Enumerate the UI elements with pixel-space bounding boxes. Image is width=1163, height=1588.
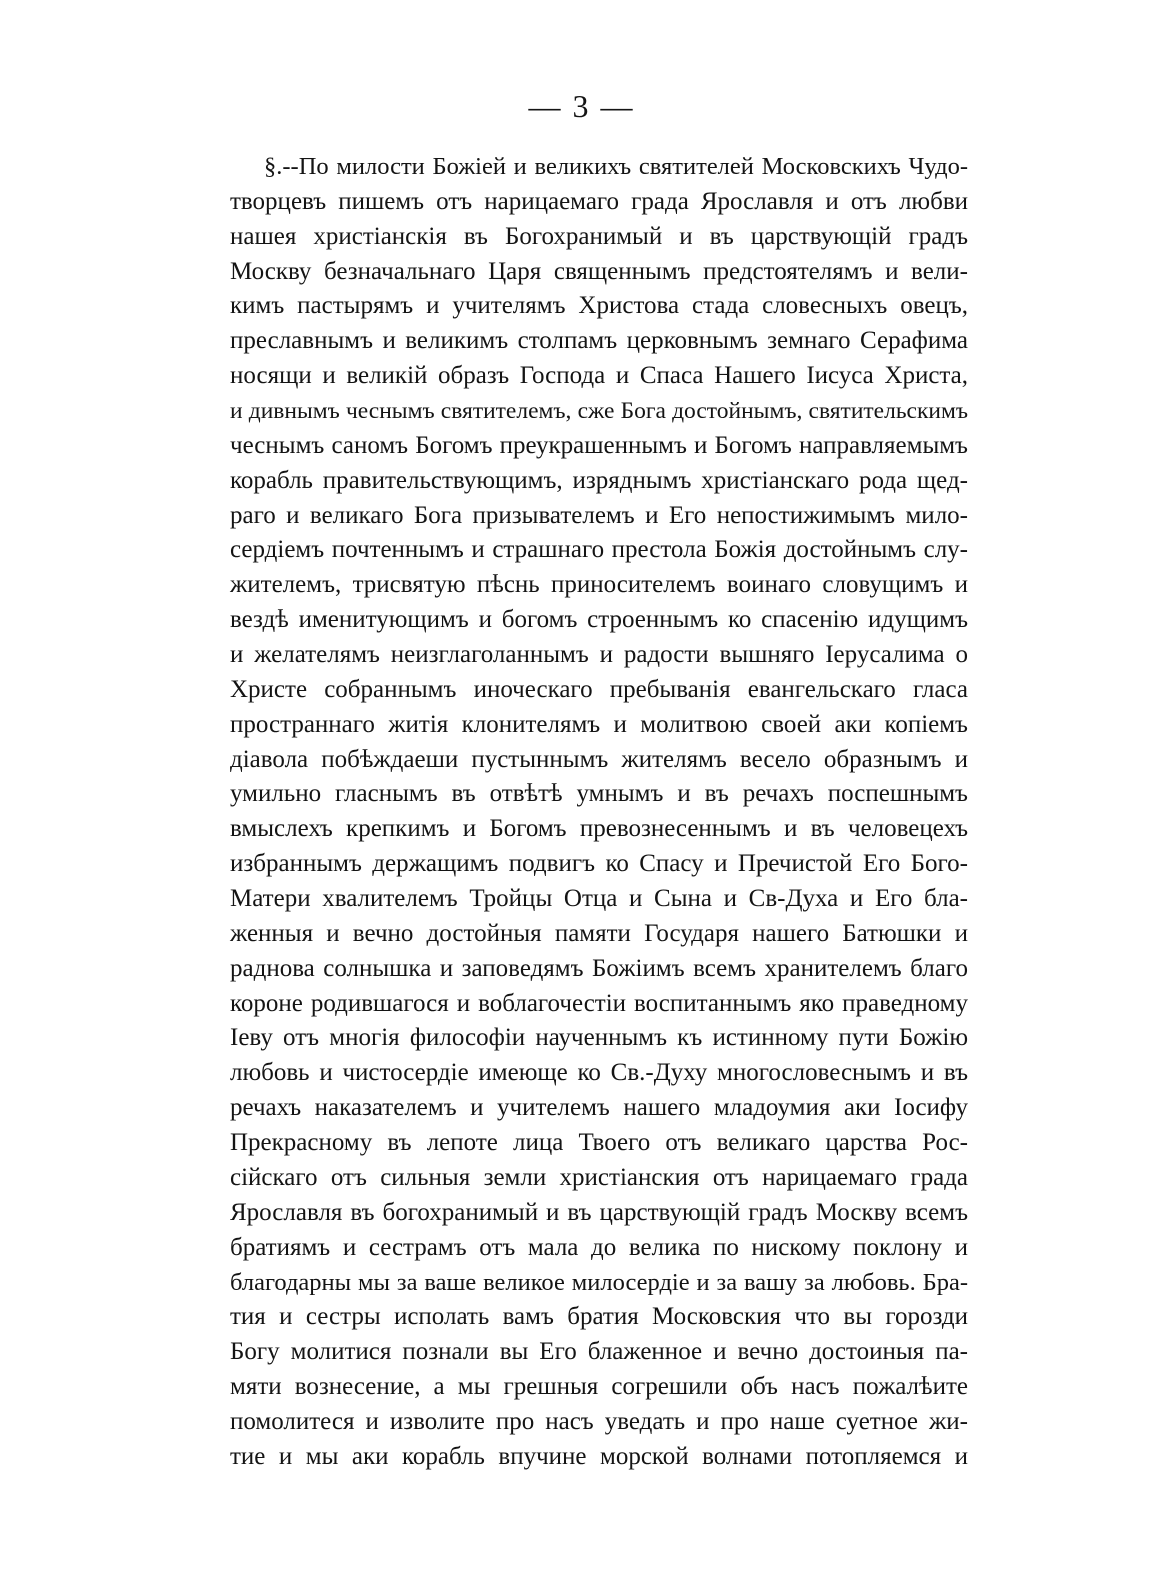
text-line: тия и сестры исполать вамъ братия Московския что вы горозди [230, 1303, 968, 1331]
text-line: Іеву отъ многія философіи наученнымъ къ истинному пути Божію [230, 1024, 968, 1052]
text-line: Прекрасному въ лепоте лица Твоего отъ великаго царства Рос- [230, 1129, 968, 1157]
body-text [230, 150, 968, 1475]
text-line: чеснымъ саномъ Богомъ преукрашеннымъ и Богомъ направляемымъ [230, 431, 968, 459]
text-line: тие и мы аки корабль впучине морской волнами потопляемся и [230, 1442, 968, 1470]
text-line: и желателямъ неизглаголаннымъ и радости вышняго Іерусалима о [230, 641, 968, 669]
text-line: братиямъ и сестрамъ отъ мала до велика по нискому поклону и [230, 1233, 968, 1261]
text-line: корабль правительствующимъ, изряднымъ христіанскаго рода щед- [230, 466, 968, 494]
text-line: вездѣ именитующимъ и богомъ строеннымъ ко спасенію идущимъ [230, 606, 968, 634]
text-line: діавола побѣждаеши пустыннымъ жителямъ весело образнымъ и [230, 745, 968, 773]
text-line: избраннымъ держащимъ подвигъ ко Спасу и Пречистой Его Бого- [230, 850, 968, 878]
text-line: пространнаго житія клонителямъ и молитвою своей аки копіемъ [230, 710, 968, 738]
text-line: Христе собраннымъ иноческаго пребыванія евангельскаго гласа [230, 675, 968, 703]
text-line: короне родившагося и воблагочестіи воспитаннымъ яко праведному [230, 989, 968, 1017]
text-line: сійскаго отъ сильныя земли христіанския отъ нарицаемаго града [230, 1163, 968, 1191]
text-line: Москву безначальнаго Царя священнымъ предстоятелямъ и вели- [230, 257, 968, 285]
text-line: нашея христіанскія въ Богохранимый и въ царствующій градъ [230, 222, 968, 250]
text-line: любовь и чистосердіе имеюще ко Св.-Духу многословеснымъ и въ [230, 1059, 968, 1087]
text-line: §.--По милости Божіей и великихъ святителей Московскихъ Чудо- [264, 153, 968, 180]
text-line: преславнымъ и великимъ столпамъ церковнымъ земнаго Серафима [230, 327, 968, 355]
text-line: кимъ пастырямъ и учителямъ Христова стада словесныхъ овецъ, [230, 292, 968, 320]
text-line: умильно гласнымъ въ отвѣтѣ умнымъ и въ речахъ поспешнымъ [230, 780, 968, 808]
text-line: благодарны мы за ваше великое милосердіе и за вашу за любовь. Бра- [230, 1268, 968, 1296]
text-line: помолитеся и изволите про насъ уведать и про наше суетное жи- [230, 1407, 968, 1435]
text-line: женныя и вечно достойныя памяти Государя нашего Батюшки и [230, 919, 968, 947]
text-line: жителемъ, трисвятую пѣснь приносителемъ воинаго словущимъ и [230, 571, 968, 599]
text-line: вмыслехъ крепкимъ и Богомъ превознесеннымъ и въ человецехъ [230, 815, 968, 843]
text-line: сердіемъ почтеннымъ и страшнаго престола Божія достойнымъ слу- [230, 536, 968, 564]
text-line: мяти вознесение, а мы грешныя согрешили объ насъ пожалѣите [230, 1373, 968, 1401]
text-line: Ярославля въ богохранимый и въ царствующій градъ Москву всемъ [230, 1198, 968, 1226]
text-line: раго и великаго Бога призывателемъ и Его непостижимымъ мило- [230, 501, 968, 529]
text-line: Матери хвалителемъ Тройцы Отца и Сына и Св-Духа и Его бла- [230, 885, 968, 913]
page-number: — 3 — [528, 88, 635, 124]
text-line: и дивнымъ чеснымъ святителемъ, сже Бога достойнымъ, святительскимъ [230, 398, 968, 425]
text-line: Богу молитися познали вы Его блаженное и вечно достоиныя па- [230, 1338, 968, 1366]
text-line: речахъ наказателемъ и учителемъ нашего младоумия аки Іосифу [230, 1094, 968, 1122]
text-line: творцевъ пишемъ отъ нарицаемаго града Ярославля и отъ любви [230, 187, 968, 215]
text-line: носящи и великій образъ Господа и Спаса Нашего Іисуса Христа, [230, 362, 968, 390]
text-line: раднова солнышка и заповедямъ Божіимъ всемъ хранителемъ благо [230, 954, 968, 982]
